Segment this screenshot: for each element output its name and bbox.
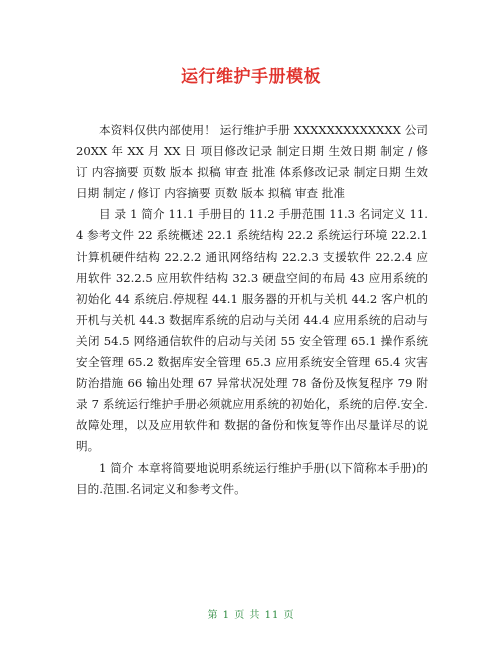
document-title: 运行维护手册模板 [181,67,321,87]
page-number-footer: 第 1 页 共 11 页 [207,610,295,621]
introduction-section-paragraph: 1 简介 本章将简要地说明系统运行维护手册(以下简称本手册)的目的.范围.名词定义和参考文件。 [76,460,428,496]
intro-paragraph: 本资料仅供内部使用！ 运行维护手册 XXXXXXXXXXXXX 公司 20XX 年 XX 月 XX 日 项目修改记录 制定日期 生效日期 制定 / 修订 内容摘要 页数 版本 拟稿 审查 批准 体系修改记录 制定日期 生效日期 制定 / 修订 内容摘要 页数 版本 拟稿 审查 批准 [76,123,428,201]
document-body [76,120,428,500]
table-of-contents-paragraph: 目 录 1 简介 11.1 手册目的 11.2 手册范围 11.3 名词定义 11.4 参考文件 22 系统概述 22.1 系统结构 22.2 系统运行环境 22.2.1 计算机硬件结构 22.2.2 通讯网络结构 22.2.3 支援软件 22.2.4 应用软件 32.2.5 应用软件结构 32.3 硬盘空间的布局 43 应用系统的初始化 44 系统启.停规程 44.1 服务器的开机与关机 44.2 客户机的开机与关机 44.3 数据库系统的启动与关闭 44.4 应用系统的启动与关闭 54.5 网络通信软件的启动与关闭 55 安全管理 65.1 操作系统安全管理 65.2 数据库安全管理 65.3 应用系统安全管理 65.4 灾害防治措施 66 输出处理 67 异常状况处理 78 备份及恢复程序 79 附录 7 系统运行维护手册必须就应用系统的初始化，系统的启停.安全.故障处理，以及应用软件和 数据的备份和恢复等作出尽量详尽的说明。 [76,207,428,454]
